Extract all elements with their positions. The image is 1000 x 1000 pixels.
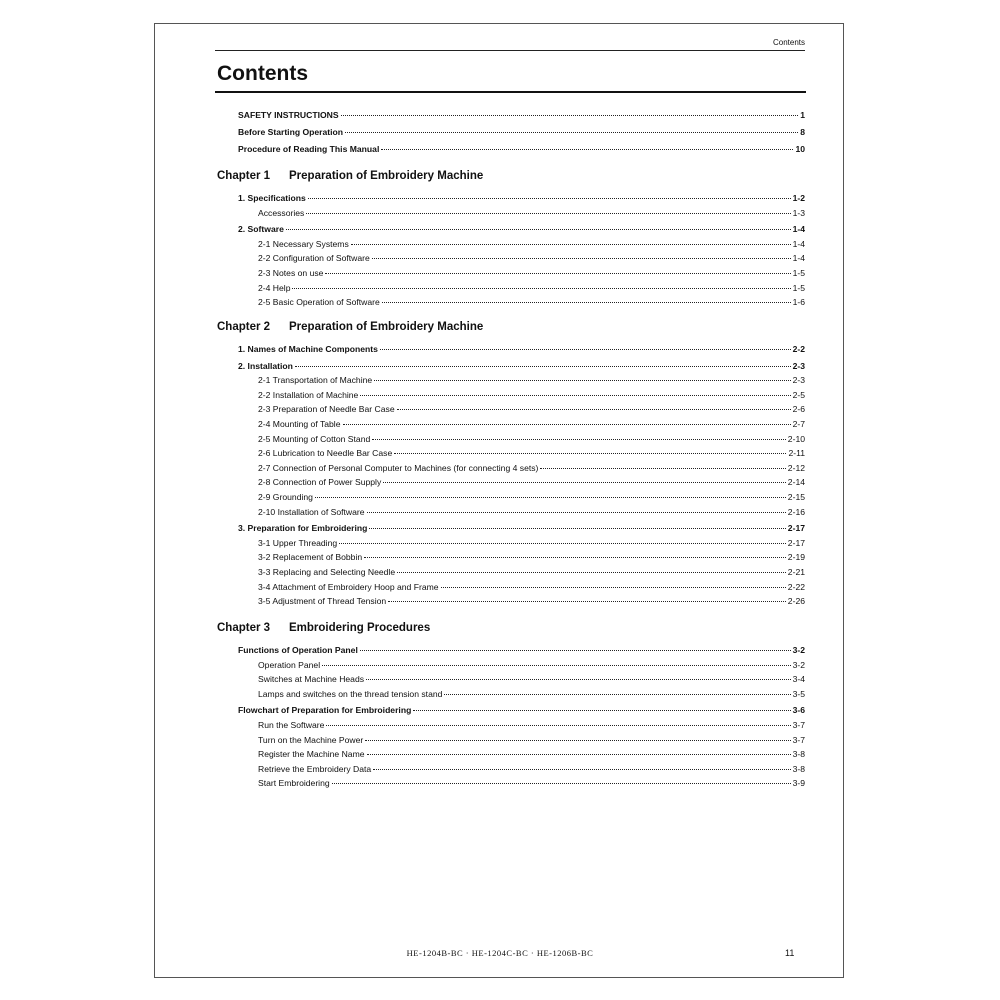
toc-subsection-entry bbox=[258, 566, 805, 578]
toc-subsection-entry bbox=[258, 719, 805, 731]
toc-section-entry bbox=[238, 143, 805, 155]
chapter-heading bbox=[217, 321, 483, 333]
toc-section-entry bbox=[238, 360, 805, 372]
toc-entry-label: 2-8 Connection of Power Supply bbox=[258, 477, 382, 488]
toc-dot-leader bbox=[366, 679, 791, 680]
toc-dot-leader bbox=[380, 349, 791, 350]
toc-entry-label: Flowchart of Preparation for Embroidering bbox=[238, 705, 412, 716]
toc-entry-label: 2-5 Basic Operation of Software bbox=[258, 297, 380, 308]
toc-subsection-entry bbox=[258, 476, 805, 488]
toc-page-number: 3-2 bbox=[792, 659, 805, 670]
toc-page-number: 2-14 bbox=[787, 477, 805, 488]
toc-entry-label: Lamps and switches on the thread tension stand bbox=[258, 688, 443, 699]
toc-dot-leader bbox=[360, 395, 790, 396]
toc-entry-label: 2-2 Installation of Machine bbox=[258, 389, 359, 400]
toc-page-number: 2-7 bbox=[792, 419, 805, 429]
toc-dot-leader bbox=[367, 512, 786, 513]
toc-section-entry bbox=[238, 704, 805, 716]
toc-page-number: 3-7 bbox=[792, 720, 805, 730]
toc-dot-leader bbox=[351, 244, 791, 245]
toc-subsection-entry bbox=[258, 595, 805, 607]
toc-page-number: 3-7 bbox=[792, 734, 805, 745]
toc-page-number: 3-4 bbox=[792, 674, 805, 685]
toc-subsection-entry bbox=[258, 491, 805, 503]
toc-page-number: 1-4 bbox=[792, 224, 805, 235]
toc-dot-leader bbox=[373, 769, 790, 770]
toc-entry-label: 3. Preparation for Embroidering bbox=[238, 523, 368, 534]
toc-dot-leader bbox=[326, 725, 790, 726]
toc-entry-label: 2-10 Installation of Software bbox=[258, 506, 365, 517]
toc-section-entry bbox=[238, 522, 805, 534]
toc-subsection-entry bbox=[258, 777, 805, 789]
chapter-heading bbox=[217, 622, 430, 634]
toc-page-number: 1-3 bbox=[792, 207, 805, 218]
toc-page-number: 2-2 bbox=[792, 344, 805, 354]
toc-entry-label: Retrieve the Embroidery Data bbox=[258, 763, 372, 774]
toc-dot-leader bbox=[388, 601, 786, 602]
toc-subsection-entry bbox=[258, 659, 805, 671]
toc-page-number: 2-26 bbox=[787, 596, 805, 607]
title-underline bbox=[215, 91, 806, 93]
toc-page-number: 8 bbox=[800, 127, 805, 137]
toc-subsection-entry bbox=[258, 763, 805, 775]
toc-entry-label: Operation Panel bbox=[258, 659, 321, 670]
toc-page-number: 1 bbox=[800, 110, 805, 120]
toc-page-number: 2-17 bbox=[787, 523, 805, 534]
toc-dot-leader bbox=[341, 115, 799, 116]
toc-entry-label: 2-4 Help bbox=[258, 282, 291, 293]
toc-dot-leader bbox=[322, 665, 790, 666]
toc-entry-label: 2-2 Configuration of Software bbox=[258, 253, 370, 264]
toc-entry-label: Switches at Machine Heads bbox=[258, 674, 365, 685]
toc-dot-leader bbox=[444, 694, 790, 695]
toc-entry-label: Turn on the Machine Power bbox=[258, 734, 364, 745]
toc-entry-label: 2-3 Notes on use bbox=[258, 268, 324, 278]
toc-page-number: 3-8 bbox=[792, 763, 805, 774]
toc-subsection-entry bbox=[258, 551, 805, 563]
toc-entry-label: 2-1 Transportation of Machine bbox=[258, 375, 373, 386]
chapter-number: Chapter 1 bbox=[217, 170, 271, 182]
toc-subsection-entry bbox=[258, 252, 805, 264]
toc-entry-label: Run the Software bbox=[258, 720, 325, 730]
toc-subsection-entry bbox=[258, 296, 805, 308]
toc-entry-label: 2-4 Mounting of Table bbox=[258, 419, 341, 429]
toc-section-entry bbox=[238, 109, 805, 121]
toc-entry-label: 3-5 Adjustment of Thread Tension bbox=[258, 596, 387, 607]
chapter-heading bbox=[217, 170, 483, 182]
toc-dot-leader bbox=[540, 468, 785, 469]
toc-dot-leader bbox=[306, 213, 790, 214]
toc-dot-leader bbox=[372, 439, 786, 440]
toc-subsection-entry bbox=[258, 389, 805, 401]
toc-dot-leader bbox=[360, 650, 791, 651]
toc-section-entry bbox=[238, 644, 805, 656]
toc-section-entry bbox=[238, 223, 805, 235]
toc-subsection-entry bbox=[258, 403, 805, 415]
toc-dot-leader bbox=[343, 424, 791, 425]
toc-dot-leader bbox=[394, 453, 786, 454]
toc-page-number: 2-15 bbox=[787, 492, 805, 502]
document-page bbox=[154, 23, 844, 978]
toc-page-number: 2-19 bbox=[787, 552, 805, 563]
toc-subsection-entry bbox=[258, 734, 805, 746]
footer-page-number: 11 bbox=[785, 948, 795, 958]
toc-page-number: 10 bbox=[795, 144, 805, 154]
toc-dot-leader bbox=[345, 132, 798, 133]
toc-subsection-entry bbox=[258, 447, 805, 459]
toc-entry-label: SAFETY INSTRUCTIONS bbox=[238, 110, 339, 120]
toc-page-number: 3-8 bbox=[792, 749, 805, 760]
toc-entry-label: 2-3 Preparation of Needle Bar Case bbox=[258, 404, 395, 415]
toc-dot-leader bbox=[383, 482, 786, 483]
toc-dot-leader bbox=[441, 587, 786, 588]
chapter-title: Embroidering Procedures bbox=[289, 622, 431, 634]
toc-subsection-entry bbox=[258, 433, 805, 445]
toc-entry-label: 2. Software bbox=[238, 224, 284, 235]
toc-section-entry bbox=[238, 126, 805, 138]
toc-entry-label: 1. Specifications bbox=[238, 193, 306, 203]
toc-entry-label: 2-9 Grounding bbox=[258, 492, 313, 502]
toc-subsection-entry bbox=[258, 688, 805, 700]
toc-entry-label: Functions of Operation Panel bbox=[238, 645, 358, 655]
toc-dot-leader bbox=[381, 149, 793, 150]
toc-subsection-entry bbox=[258, 581, 805, 593]
chapter-title: Preparation of Embroidery Machine bbox=[289, 170, 484, 182]
toc-entry-label: 1. Names of Machine Components bbox=[238, 344, 378, 354]
toc-dot-leader bbox=[382, 302, 791, 303]
toc-dot-leader bbox=[339, 543, 786, 544]
toc-page-number: 1-5 bbox=[792, 268, 805, 278]
toc-subsection-entry bbox=[258, 506, 805, 518]
toc-subsection-entry bbox=[258, 748, 805, 760]
toc-dot-leader bbox=[295, 366, 791, 367]
toc-subsection-entry bbox=[258, 537, 805, 549]
toc-page-number: 1-6 bbox=[792, 297, 805, 308]
toc-entry-label: 2. Installation bbox=[238, 360, 293, 371]
toc-page-number: 1-4 bbox=[792, 253, 805, 264]
toc-subsection-entry bbox=[258, 673, 805, 685]
toc-entry-label: 2-6 Lubrication to Needle Bar Case bbox=[258, 448, 393, 459]
chapter-title: Preparation of Embroidery Machine bbox=[289, 321, 484, 333]
toc-page-number: 2-16 bbox=[787, 506, 805, 517]
toc-dot-leader bbox=[286, 229, 791, 230]
toc-page-number: 2-3 bbox=[792, 360, 805, 371]
toc-subsection-entry bbox=[258, 418, 805, 430]
toc-section-entry bbox=[238, 343, 805, 355]
toc-dot-leader bbox=[292, 288, 790, 289]
toc-dot-leader bbox=[374, 380, 790, 381]
toc-dot-leader bbox=[365, 740, 790, 741]
toc-page-number: 2-5 bbox=[792, 389, 805, 400]
toc-dot-leader bbox=[332, 783, 791, 784]
toc-dot-leader bbox=[397, 409, 791, 410]
toc-page-number: 3-6 bbox=[792, 705, 805, 716]
toc-page-number: 2-11 bbox=[788, 448, 805, 459]
footer-model-numbers: HE-1204B-BC · HE-1204C-BC · HE-1206B-BC bbox=[406, 948, 594, 958]
toc-page-number: 1-5 bbox=[792, 282, 805, 293]
toc-page-number: 2-22 bbox=[787, 581, 805, 592]
toc-page-number: 2-3 bbox=[792, 375, 805, 386]
toc-dot-leader bbox=[372, 258, 791, 259]
toc-page-number: 2-6 bbox=[792, 404, 805, 415]
toc-dot-leader bbox=[308, 198, 791, 199]
toc-page-number: 2-12 bbox=[787, 462, 805, 473]
toc-entry-label: 2-1 Necessary Systems bbox=[258, 238, 349, 249]
toc-section-entry bbox=[238, 192, 805, 204]
toc-entry-label: 3-1 Upper Threading bbox=[258, 537, 338, 548]
toc-entry-label: 2-5 Mounting of Cotton Stand bbox=[258, 433, 371, 444]
toc-subsection-entry bbox=[258, 374, 805, 386]
toc-page-number: 2-21 bbox=[787, 567, 805, 577]
toc-subsection-entry bbox=[258, 462, 805, 474]
toc-dot-leader bbox=[325, 273, 790, 274]
toc-dot-leader bbox=[397, 572, 786, 573]
toc-subsection-entry bbox=[258, 267, 805, 279]
toc-entry-label: 3-4 Attachment of Embroidery Hoop and Frame bbox=[258, 581, 439, 592]
toc-page-number: 2-10 bbox=[787, 433, 805, 444]
toc-dot-leader bbox=[369, 528, 785, 529]
toc-page-number: 3-9 bbox=[792, 778, 805, 789]
toc-page-number: 1-2 bbox=[792, 193, 805, 203]
toc-page-number: 2-17 bbox=[787, 537, 805, 548]
toc-entry-label: Register the Machine Name bbox=[258, 749, 365, 760]
chapter-number: Chapter 3 bbox=[217, 622, 271, 634]
toc-entry-label: Start Embroidering bbox=[258, 778, 330, 789]
toc-subsection-entry bbox=[258, 282, 805, 294]
toc-page-number: 3-5 bbox=[792, 688, 805, 699]
toc-entry-label: Before Starting Operation bbox=[238, 127, 344, 137]
toc-subsection-entry bbox=[258, 238, 805, 250]
page-title: Contents bbox=[217, 62, 308, 85]
toc-entry-label: 3-2 Replacement of Bobbin bbox=[258, 552, 363, 563]
toc-dot-leader bbox=[315, 497, 786, 498]
toc-subsection-entry bbox=[258, 207, 805, 219]
toc-dot-leader bbox=[367, 754, 791, 755]
toc-page-number: 1-4 bbox=[792, 238, 805, 249]
toc-dot-leader bbox=[364, 557, 786, 558]
toc-page-number: 3-2 bbox=[792, 645, 805, 655]
toc-dot-leader bbox=[413, 710, 790, 711]
running-header: Contents bbox=[215, 38, 805, 51]
toc-entry-label: Accessories bbox=[258, 207, 305, 218]
toc-entry-label: 2-7 Connection of Personal Computer to Machines (for connecting 4 sets) bbox=[258, 462, 539, 473]
toc-entry-label: Procedure of Reading This Manual bbox=[238, 144, 380, 154]
chapter-number: Chapter 2 bbox=[217, 321, 271, 333]
toc-entry-label: 3-3 Replacing and Selecting Needle bbox=[258, 567, 396, 577]
